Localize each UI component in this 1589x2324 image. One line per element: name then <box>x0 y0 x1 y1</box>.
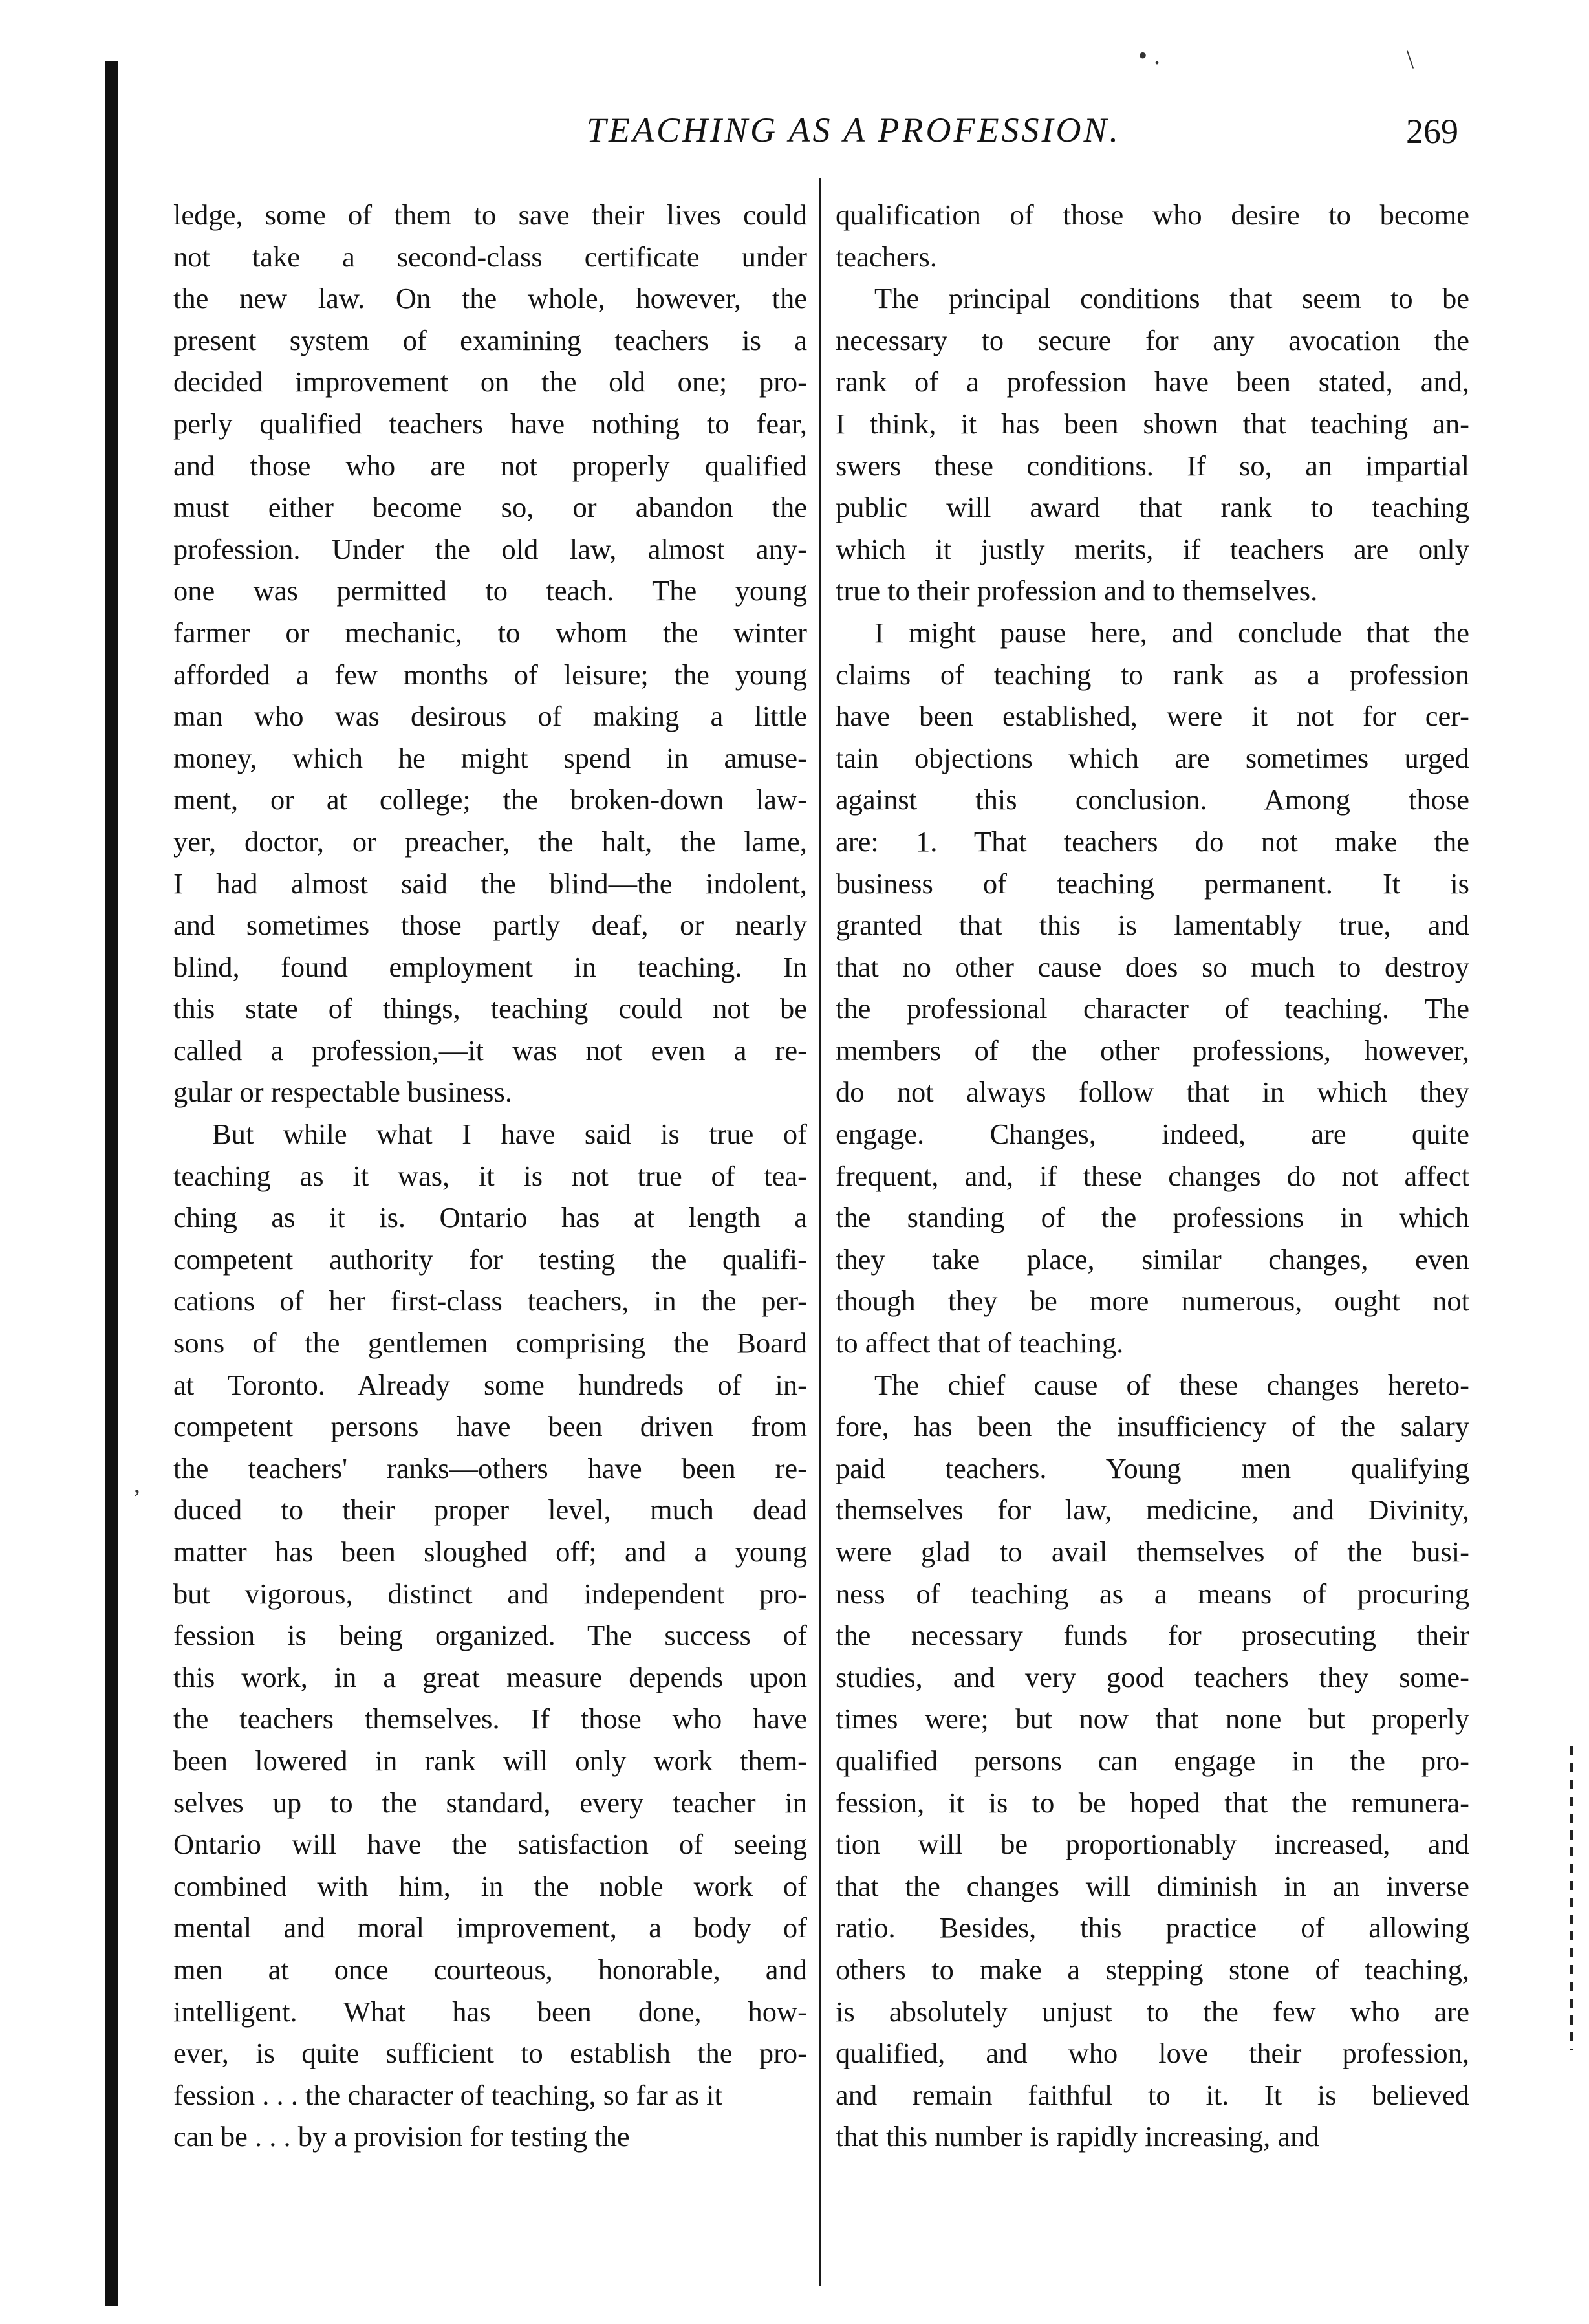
text-line: matter has been sloughed off; and a young <box>173 1536 807 1568</box>
text-line: at Toronto. Already some hundreds of in- <box>173 1368 807 1401</box>
text-line: I think, it has been shown that teaching an- <box>836 407 1469 440</box>
text-line: The chief cause of these changes hereto- <box>874 1368 1469 1401</box>
text-line: must either become so, or abandon the <box>173 491 807 524</box>
page-number: 269 <box>1406 112 1458 151</box>
text-line: called a profession,—it was not even a re- <box>173 1034 807 1067</box>
text-line: which it justly merits, if teachers are only <box>836 532 1469 565</box>
left-margin-mark: ‚ <box>133 1469 142 1498</box>
text-line: farmer or mechanic, to whom the winter <box>173 616 807 649</box>
text-line: Ontario will have the satisfaction of seeing <box>173 1828 807 1861</box>
text-line: swers these conditions. If so, an impartial <box>836 449 1469 482</box>
text-line: true to their profession and to themselves. <box>836 574 1318 607</box>
right-column <box>836 194 1469 2277</box>
text-line: fore, has been the insufficiency of the salary <box>836 1410 1469 1443</box>
text-line: tion will be proportionably increased, and <box>836 1828 1469 1861</box>
text-line: have been established, were it not for cer- <box>836 700 1469 733</box>
text-line: ness of teaching as a means of procuring <box>836 1577 1469 1610</box>
text-line: one was permitted to teach. The young <box>173 574 807 607</box>
text-line: claims of teaching to rank as a profession <box>836 658 1469 691</box>
text-line: business of teaching permanent. It is <box>836 867 1469 900</box>
top-right-dots: • . <box>1138 41 1161 70</box>
column-divider <box>819 178 821 2286</box>
text-line: I might pause here, and conclude that the <box>874 616 1469 649</box>
text-line: qualification of those who desire to become <box>836 199 1469 231</box>
text-line: members of the other professions, however, <box>836 1034 1469 1067</box>
binding-edge-bar <box>105 61 118 2306</box>
text-line: afforded a few months of leisure; the young <box>173 658 807 691</box>
text-line: and remain faithful to it. It is believed <box>836 2078 1469 2111</box>
text-line: yer, doctor, or preacher, the halt, the lame, <box>173 825 807 858</box>
text-line: the necessary funds for prosecuting their <box>836 1619 1469 1652</box>
text-line: public will award that rank to teaching <box>836 491 1469 524</box>
running-head: TEACHING AS A PROFESSION. <box>587 111 1121 149</box>
text-line: this state of things, teaching could not be <box>173 992 807 1025</box>
text-line: But while what I have said is true of <box>212 1118 807 1151</box>
text-line: ment, or at college; the broken-down law- <box>173 783 807 816</box>
text-line: they take place, similar changes, even <box>836 1243 1469 1276</box>
text-line: paid teachers. Young men qualifying <box>836 1451 1469 1484</box>
text-line: rank of a profession have been stated, and, <box>836 365 1469 398</box>
text-line: the teachers themselves. If those who have <box>173 1702 807 1735</box>
text-line: qualified, and who love their profession, <box>836 2037 1469 2070</box>
text-line: fession . . . the character of teaching, so far as it <box>173 2078 722 2111</box>
text-line: been lowered in rank will only work them- <box>173 1744 807 1777</box>
text-line: frequent, and, if these changes do not affect <box>836 1159 1469 1192</box>
text-line: and those who are not properly qualified <box>173 449 807 482</box>
top-right-tick: \ <box>1407 45 1414 74</box>
left-column <box>173 194 807 2277</box>
text-line: against this conclusion. Among those <box>836 783 1469 816</box>
text-line: can be . . . by a provision for testing the <box>173 2120 630 2153</box>
text-line: ratio. Besides, this practice of allowing <box>836 1911 1469 1944</box>
text-line: ching as it is. Ontario has at length a <box>173 1201 807 1234</box>
text-line: decided improvement on the old one; pro- <box>173 365 807 398</box>
text-line: intelligent. What has been done, how- <box>173 1995 807 2028</box>
text-line: mental and moral improvement, a body of <box>173 1911 807 1944</box>
text-line: perly qualified teachers have nothing to fear, <box>173 407 807 440</box>
text-line: that the changes will diminish in an inverse <box>836 1869 1469 1902</box>
text-line: men at once courteous, honorable, and <box>173 1953 807 1986</box>
text-line: necessary to secure for any avocation the <box>836 323 1469 356</box>
text-line: teachers. <box>836 240 937 273</box>
text-line: and sometimes those partly deaf, or nearly <box>173 909 807 942</box>
text-line: studies, and very good teachers they some- <box>836 1660 1469 1693</box>
text-line: though they be more numerous, ought not <box>836 1285 1469 1318</box>
text-line: present system of examining teachers is a <box>173 323 807 356</box>
text-line: granted that this is lamentably true, and <box>836 909 1469 942</box>
text-line: others to make a stepping stone of teaching, <box>836 1953 1469 1986</box>
text-line: money, which he might spend in amuse- <box>173 741 807 774</box>
text-line: teaching as it was, it is not true of tea- <box>173 1159 807 1192</box>
text-line: fession, it is to be hoped that the remunera- <box>836 1786 1469 1819</box>
text-line: tain objections which are sometimes urged <box>836 741 1469 774</box>
text-line: duced to their proper level, much dead <box>173 1493 807 1526</box>
text-line: but vigorous, distinct and independent pro- <box>173 1577 807 1610</box>
text-line: blind, found employment in teaching. In <box>173 950 807 983</box>
text-line: the professional character of teaching. The <box>836 992 1469 1025</box>
text-line: The principal conditions that seem to be <box>874 282 1469 315</box>
right-edge-scan-mark <box>1570 1746 1573 2050</box>
text-line: selves up to the standard, every teacher in <box>173 1786 807 1819</box>
text-line: ever, is quite sufficient to establish the pro- <box>173 2037 807 2070</box>
text-line: cations of her first-class teachers, in the per- <box>173 1285 807 1318</box>
text-line: the standing of the professions in which <box>836 1201 1469 1234</box>
text-line: I had almost said the blind—the indolent, <box>173 867 807 900</box>
text-line: competent persons have been driven from <box>173 1410 807 1443</box>
text-line: competent authority for testing the qualifi- <box>173 1243 807 1276</box>
text-line: combined with him, in the noble work of <box>173 1869 807 1902</box>
text-line: gular or respectable business. <box>173 1076 512 1109</box>
text-line: man who was desirous of making a little <box>173 700 807 733</box>
text-line: to affect that of teaching. <box>836 1327 1124 1360</box>
text-line: themselves for law, medicine, and Divinity, <box>836 1493 1469 1526</box>
text-line: were glad to avail themselves of the busi- <box>836 1536 1469 1568</box>
text-line: this work, in a great measure depends upon <box>173 1660 807 1693</box>
text-line: not take a second-class certificate under <box>173 240 807 273</box>
page-header <box>188 97 1487 155</box>
text-line: the new law. On the whole, however, the <box>173 282 807 315</box>
text-line: sons of the gentlemen comprising the Board <box>173 1327 807 1360</box>
text-line: the teachers' ranks—others have been re- <box>173 1451 807 1484</box>
text-line: fession is being organized. The success of <box>173 1619 807 1652</box>
text-line: do not always follow that in which they <box>836 1076 1469 1109</box>
text-line: are: 1. That teachers do not make the <box>836 825 1469 858</box>
text-line: is absolutely unjust to the few who are <box>836 1995 1469 2028</box>
text-line: qualified persons can engage in the pro- <box>836 1744 1469 1777</box>
text-line: ledge, some of them to save their lives could <box>173 199 807 231</box>
text-line: times were; but now that none but properly <box>836 1702 1469 1735</box>
text-line: profession. Under the old law, almost any- <box>173 532 807 565</box>
text-line: that no other cause does so much to destroy <box>836 950 1469 983</box>
text-line: engage. Changes, indeed, are quite <box>836 1118 1469 1151</box>
text-line: that this number is rapidly increasing, and <box>836 2120 1319 2153</box>
